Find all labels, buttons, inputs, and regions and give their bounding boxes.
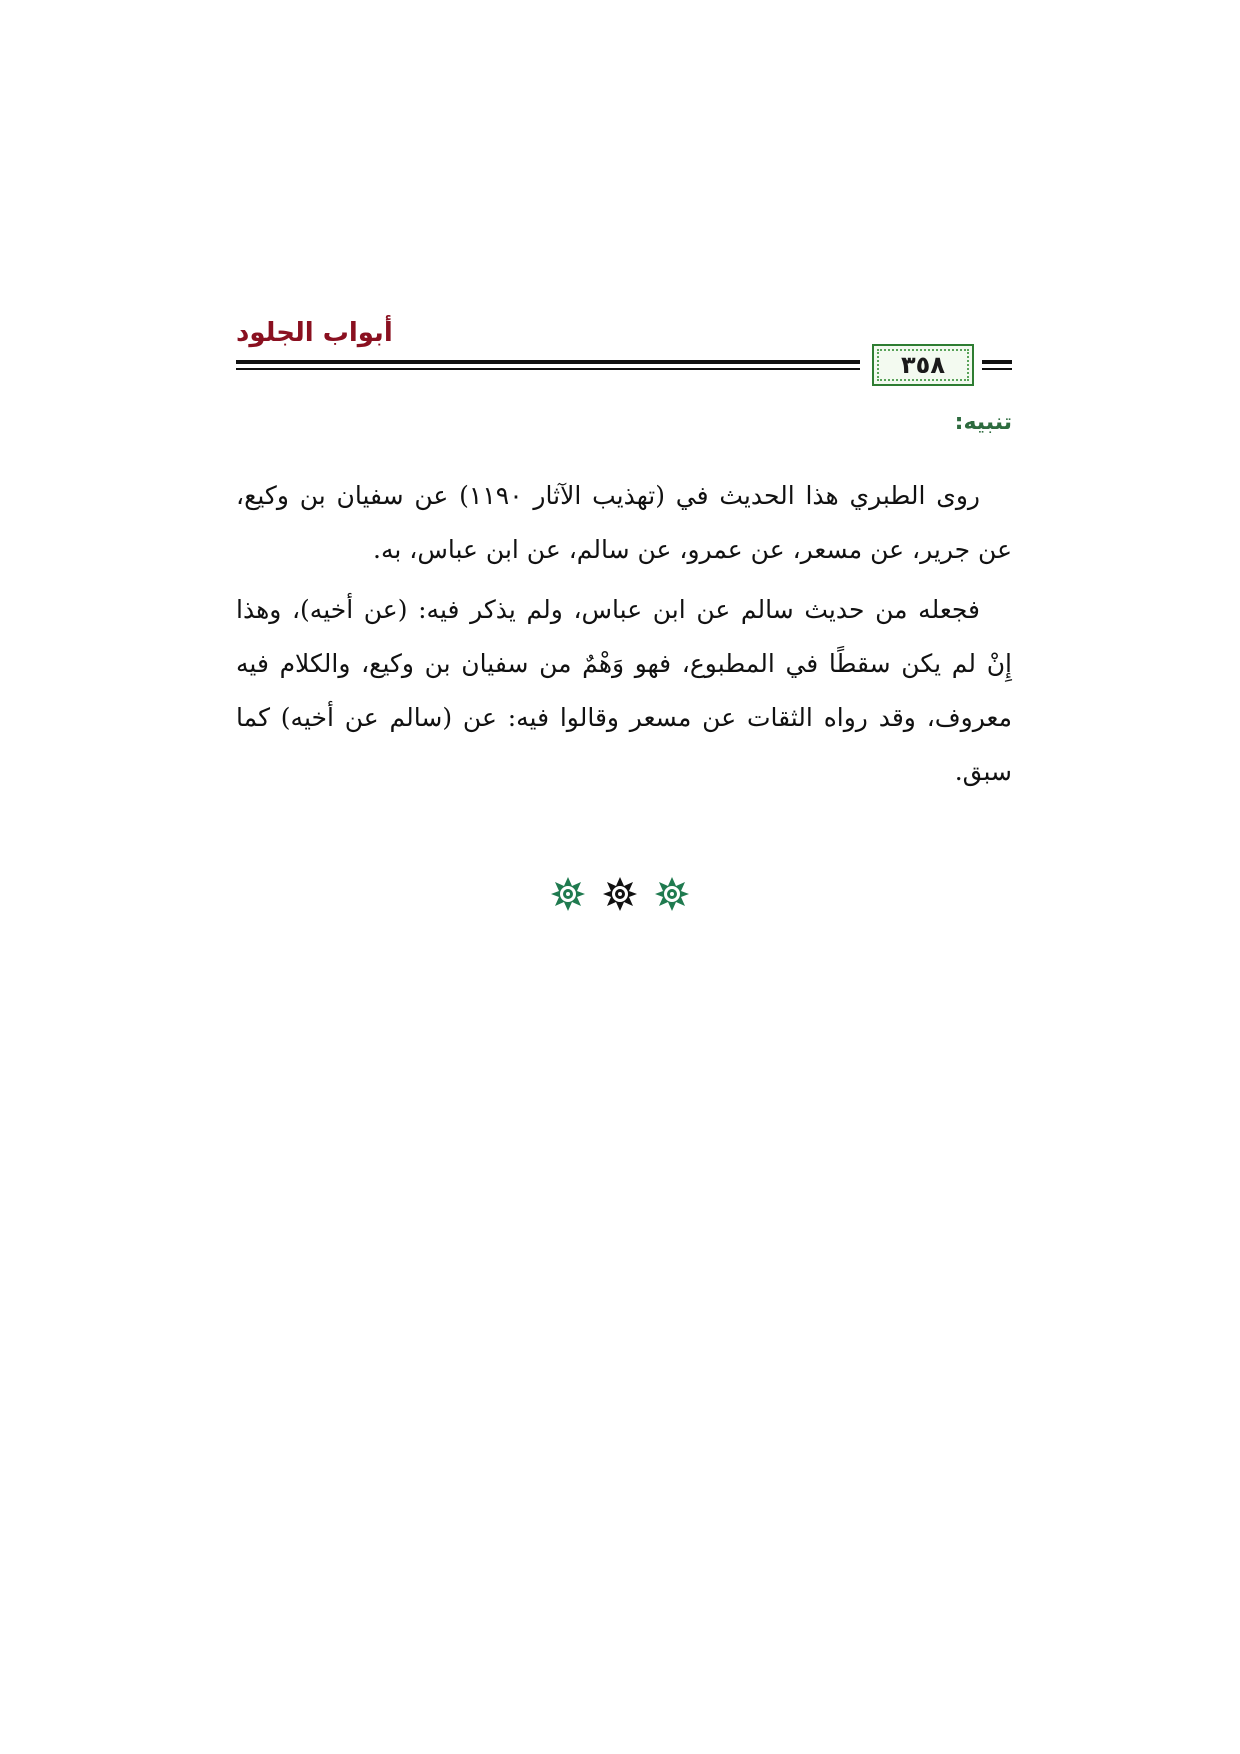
- page-content: [236, 410, 1012, 805]
- note-heading: تنبيه:: [954, 410, 1012, 435]
- section-end-ornaments: [0, 876, 1240, 912]
- header-rule-right-thick: [982, 360, 1012, 364]
- page-number: ٣٥٨: [901, 351, 945, 379]
- paragraph-2: فجعله من حديث سالم عن ابن عباس، ولم يذكر فيه: (عن أخيه)، وهذا إِنْ لم يكن سقطًا في المطبوع، فهو وَهْمٌ من سفيان بن وكيع، والكلام فيه معروف، وقد رواه الثقات عن مسعر وقالوا فيه: عن (سالم عن أخيه) كما سبق.: [236, 595, 1012, 786]
- page-number-frame: [872, 344, 974, 386]
- paragraph-1: روى الطبري هذا الحديث في (تهذيب الآثار ١١٩٠) عن سفيان بن وكيع، عن جرير، عن مسعر، عن عمرو، عن سالم، عن ابن عباس، به.: [236, 481, 1012, 564]
- flower-ornament-icon: [654, 876, 690, 912]
- running-title: أبواب الجلود: [236, 318, 393, 348]
- flower-ornament-icon: [550, 876, 586, 912]
- header-rule-thin: [236, 368, 860, 370]
- header-rule-thick: [236, 360, 860, 364]
- flower-ornament-icon: [602, 876, 638, 912]
- header-rule-right-thin: [982, 368, 1012, 370]
